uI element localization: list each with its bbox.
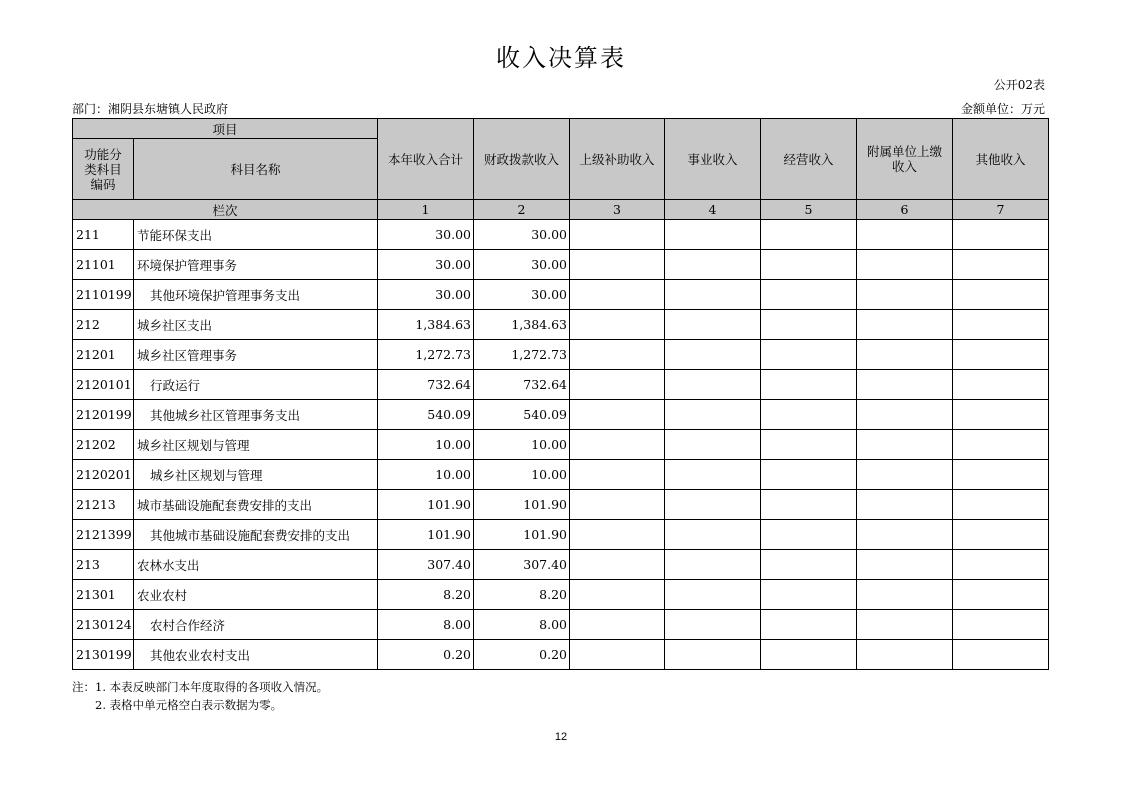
row-fiscal: 10.00 xyxy=(474,430,570,460)
header-col-superior: 上级补助收入 xyxy=(570,119,665,200)
row-name: 城市基础设施配套费安排的支出 xyxy=(134,490,378,520)
empty-cell xyxy=(665,610,761,640)
table-row xyxy=(73,280,1049,310)
empty-cell xyxy=(665,550,761,580)
empty-cell xyxy=(665,250,761,280)
row-total: 1,272.73 xyxy=(378,340,474,370)
row-total: 10.00 xyxy=(378,430,474,460)
empty-cell xyxy=(857,460,953,490)
empty-cell xyxy=(665,430,761,460)
table-row xyxy=(73,430,1049,460)
row-total: 30.00 xyxy=(378,280,474,310)
row-name: 节能环保支出 xyxy=(134,220,378,250)
row-total: 30.00 xyxy=(378,220,474,250)
empty-cell xyxy=(570,580,665,610)
empty-cell xyxy=(570,250,665,280)
table-row xyxy=(73,520,1049,550)
empty-cell xyxy=(761,460,857,490)
empty-cell xyxy=(761,520,857,550)
header-project: 项目 xyxy=(73,119,378,139)
row-total: 8.00 xyxy=(378,610,474,640)
empty-cell xyxy=(857,220,953,250)
col-number-3: 3 xyxy=(570,200,665,220)
empty-cell xyxy=(570,610,665,640)
empty-cell xyxy=(761,580,857,610)
row-total: 1,384.63 xyxy=(378,310,474,340)
empty-cell xyxy=(953,550,1049,580)
row-total: 732.64 xyxy=(378,370,474,400)
row-name: 农林水支出 xyxy=(134,550,378,580)
row-code: 2130199 xyxy=(73,640,134,670)
empty-cell xyxy=(761,430,857,460)
table-row xyxy=(73,640,1049,670)
row-name: 城乡社区规划与管理 xyxy=(134,430,378,460)
empty-cell xyxy=(857,310,953,340)
row-total: 0.20 xyxy=(378,640,474,670)
empty-cell xyxy=(570,400,665,430)
empty-cell xyxy=(857,490,953,520)
header-col-business: 事业收入 xyxy=(665,119,761,200)
row-fiscal: 0.20 xyxy=(474,640,570,670)
row-code: 21301 xyxy=(73,580,134,610)
empty-cell xyxy=(953,370,1049,400)
header-col-fiscal: 财政拨款收入 xyxy=(474,119,570,200)
row-fiscal: 30.00 xyxy=(474,250,570,280)
empty-cell xyxy=(953,640,1049,670)
row-code: 2121399 xyxy=(73,520,134,550)
empty-cell xyxy=(665,400,761,430)
empty-cell xyxy=(665,340,761,370)
empty-cell xyxy=(665,460,761,490)
empty-cell xyxy=(857,640,953,670)
row-fiscal: 8.00 xyxy=(474,610,570,640)
row-code: 2120201 xyxy=(73,460,134,490)
empty-cell xyxy=(570,490,665,520)
unit-label: 金额单位：万元 xyxy=(960,102,1045,116)
empty-cell xyxy=(761,370,857,400)
empty-cell xyxy=(761,490,857,520)
empty-cell xyxy=(953,310,1049,340)
empty-cell xyxy=(857,520,953,550)
row-code: 21101 xyxy=(73,250,134,280)
col-number-7: 7 xyxy=(953,200,1049,220)
table-row xyxy=(73,370,1049,400)
empty-cell xyxy=(953,340,1049,370)
row-total: 30.00 xyxy=(378,250,474,280)
header-col-other: 其他收入 xyxy=(953,119,1049,200)
empty-cell xyxy=(570,220,665,250)
department-label: 部门：湘阴县东塘镇人民政府 xyxy=(72,102,229,116)
header-col-operating: 经营收入 xyxy=(761,119,857,200)
notes xyxy=(72,678,328,714)
empty-cell xyxy=(665,370,761,400)
empty-cell xyxy=(953,220,1049,250)
empty-cell xyxy=(857,580,953,610)
row-total: 10.00 xyxy=(378,460,474,490)
row-name: 环境保护管理事务 xyxy=(134,250,378,280)
empty-cell xyxy=(761,550,857,580)
col-number-5: 5 xyxy=(761,200,857,220)
empty-cell xyxy=(857,370,953,400)
row-fiscal: 540.09 xyxy=(474,400,570,430)
table-row xyxy=(73,610,1049,640)
table-row xyxy=(73,580,1049,610)
empty-cell xyxy=(665,280,761,310)
row-total: 307.40 xyxy=(378,550,474,580)
row-name: 城乡社区支出 xyxy=(134,310,378,340)
empty-cell xyxy=(953,610,1049,640)
row-fiscal: 101.90 xyxy=(474,490,570,520)
table-row xyxy=(73,220,1049,250)
table-row xyxy=(73,310,1049,340)
col-number-1: 1 xyxy=(378,200,474,220)
empty-cell xyxy=(570,550,665,580)
revenue-table xyxy=(72,118,1049,670)
row-code: 2110199 xyxy=(73,280,134,310)
row-name: 农村合作经济 xyxy=(134,610,378,640)
table-row xyxy=(73,460,1049,490)
empty-cell xyxy=(665,580,761,610)
empty-cell xyxy=(761,250,857,280)
row-name: 城乡社区规划与管理 xyxy=(134,460,378,490)
empty-cell xyxy=(665,640,761,670)
empty-cell xyxy=(665,220,761,250)
empty-cell xyxy=(857,400,953,430)
row-code: 2120199 xyxy=(73,400,134,430)
empty-cell xyxy=(761,640,857,670)
empty-cell xyxy=(857,340,953,370)
empty-cell xyxy=(761,310,857,340)
table-row xyxy=(73,340,1049,370)
row-name: 行政运行 xyxy=(134,370,378,400)
form-number: 公开02表 xyxy=(993,78,1045,92)
empty-cell xyxy=(570,460,665,490)
row-code: 211 xyxy=(73,220,134,250)
note-line-2: 2. 表格中单元格空白表示数据为零。 xyxy=(95,698,283,712)
header-subject-name: 科目名称 xyxy=(134,139,378,200)
empty-cell xyxy=(953,400,1049,430)
empty-cell xyxy=(570,310,665,340)
row-code: 213 xyxy=(73,550,134,580)
empty-cell xyxy=(761,280,857,310)
empty-cell xyxy=(761,220,857,250)
empty-cell xyxy=(665,310,761,340)
row-fiscal: 1,272.73 xyxy=(474,340,570,370)
row-total: 101.90 xyxy=(378,520,474,550)
empty-cell xyxy=(665,520,761,550)
empty-cell xyxy=(953,460,1049,490)
row-fiscal: 101.90 xyxy=(474,520,570,550)
row-name: 其他环境保护管理事务支出 xyxy=(134,280,378,310)
empty-cell xyxy=(953,250,1049,280)
col-number-6: 6 xyxy=(857,200,953,220)
row-code: 21213 xyxy=(73,490,134,520)
header-col-total: 本年收入合计 xyxy=(378,119,474,200)
empty-cell xyxy=(570,520,665,550)
empty-cell xyxy=(953,280,1049,310)
row-name: 农业农村 xyxy=(134,580,378,610)
empty-cell xyxy=(570,340,665,370)
row-fiscal: 30.00 xyxy=(474,220,570,250)
table-row xyxy=(73,550,1049,580)
row-name: 城乡社区管理事务 xyxy=(134,340,378,370)
row-name: 其他城市基础设施配套费安排的支出 xyxy=(134,520,378,550)
table-row xyxy=(73,250,1049,280)
note-line-1: 注：1. 本表反映部门本年度取得的各项收入情况。 xyxy=(72,680,329,694)
empty-cell xyxy=(953,580,1049,610)
row-fiscal: 1,384.63 xyxy=(474,310,570,340)
empty-cell xyxy=(570,280,665,310)
empty-cell xyxy=(761,400,857,430)
empty-cell xyxy=(570,370,665,400)
empty-cell xyxy=(857,250,953,280)
empty-cell xyxy=(665,490,761,520)
empty-cell xyxy=(570,640,665,670)
row-total: 101.90 xyxy=(378,490,474,520)
empty-cell xyxy=(953,490,1049,520)
table-row xyxy=(73,400,1049,430)
empty-cell xyxy=(761,610,857,640)
row-total: 8.20 xyxy=(378,580,474,610)
row-code: 21201 xyxy=(73,340,134,370)
empty-cell xyxy=(857,280,953,310)
empty-cell xyxy=(857,610,953,640)
col-number-2: 2 xyxy=(474,200,570,220)
row-fiscal: 307.40 xyxy=(474,550,570,580)
row-code: 21202 xyxy=(73,430,134,460)
table-row xyxy=(73,490,1049,520)
col-number-4: 4 xyxy=(665,200,761,220)
row-fiscal: 10.00 xyxy=(474,460,570,490)
row-code: 2130124 xyxy=(73,610,134,640)
empty-cell xyxy=(570,430,665,460)
empty-cell xyxy=(857,430,953,460)
row-total: 540.09 xyxy=(378,400,474,430)
row-fiscal: 30.00 xyxy=(474,280,570,310)
row-name: 其他农业农村支出 xyxy=(134,640,378,670)
header-col-affiliated: 附属单位上缴收入 xyxy=(857,119,953,200)
header-lanci: 栏次 xyxy=(73,200,378,220)
empty-cell xyxy=(857,550,953,580)
row-fiscal: 8.20 xyxy=(474,580,570,610)
header-func-code: 功能分类科目编码 xyxy=(73,139,134,200)
row-code: 212 xyxy=(73,310,134,340)
page-number: 12 xyxy=(554,731,568,743)
row-code: 2120101 xyxy=(73,370,134,400)
empty-cell xyxy=(953,520,1049,550)
empty-cell xyxy=(953,430,1049,460)
page-title: 收入决算表 xyxy=(496,44,626,72)
empty-cell xyxy=(761,340,857,370)
row-name: 其他城乡社区管理事务支出 xyxy=(134,400,378,430)
row-fiscal: 732.64 xyxy=(474,370,570,400)
